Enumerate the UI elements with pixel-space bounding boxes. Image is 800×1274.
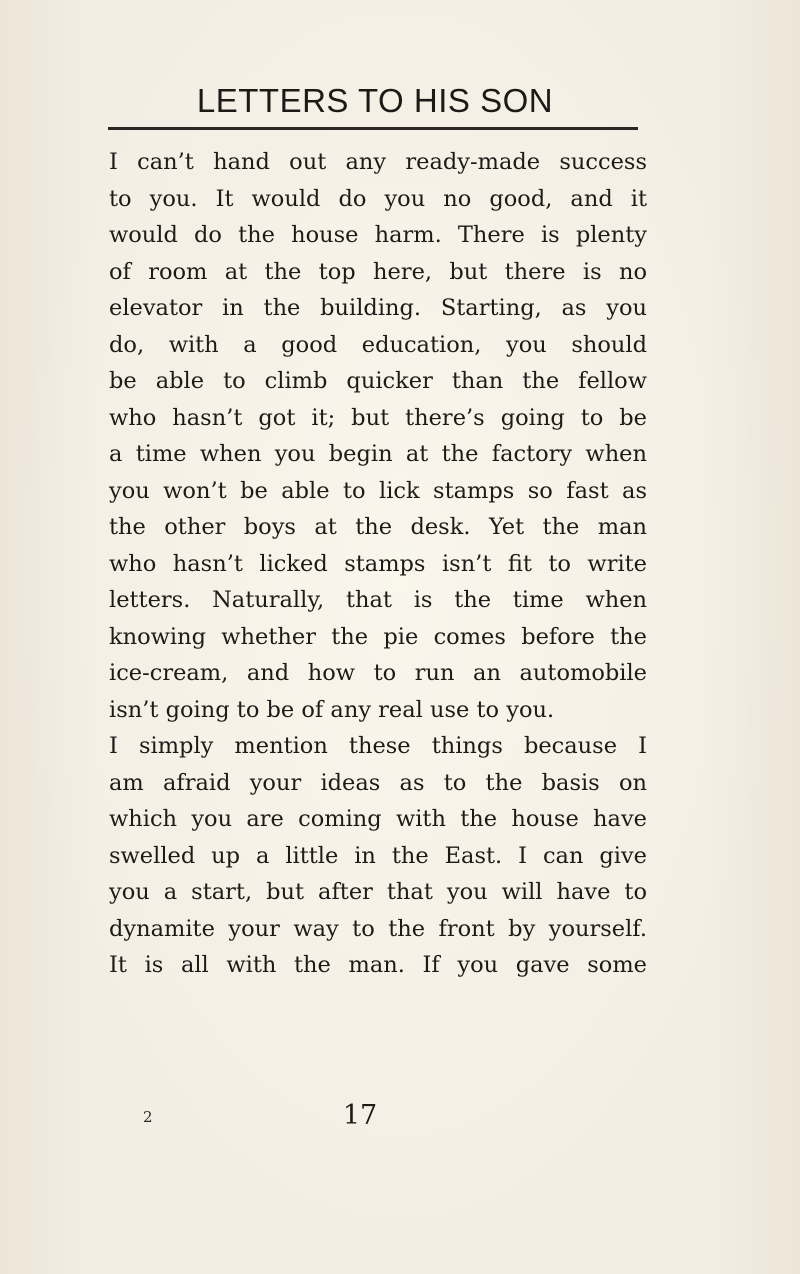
text-line: It is all with the man. If you gave some <box>109 952 647 978</box>
text-line: who hasn’t licked stamps isn’t fit to write <box>109 550 647 577</box>
text-line: would do the house harm. There is plenty <box>109 222 647 248</box>
running-head: LETTERS TO HIS SON <box>196 82 554 119</box>
text-line: knowing whether the pie comes before the <box>109 623 647 650</box>
text-line: ice-cream, and how to run an automobile <box>109 660 647 686</box>
header-rule <box>108 127 638 130</box>
text-line: isn’t going to be of any real use to you. <box>109 696 555 723</box>
text-line: swelled up a little in the East. I can give <box>109 842 647 869</box>
text-line: dynamite your way to the front by yourself. <box>109 915 647 942</box>
text-line: I simply mention these things because I <box>109 733 647 759</box>
text-line: letters. Naturally, that is the time when <box>109 587 647 613</box>
body-text <box>109 144 647 984</box>
signature-mark: 2 <box>143 1108 153 1126</box>
text-line: you won’t be able to lick stamps so fast as <box>109 477 647 504</box>
text-line: I can’t hand out any ready-made success <box>109 149 647 175</box>
text-line: which you are coming with the house have <box>109 806 647 832</box>
text-line: you a start, but after that you will have to <box>109 879 647 905</box>
text-line: be able to climb quicker than the fellow <box>109 368 647 394</box>
text-line: of room at the top here, but there is no <box>109 258 647 285</box>
text-line: am afraid your ideas as to the basis on <box>109 769 647 796</box>
text-line: elevator in the building. Starting, as you <box>109 295 647 321</box>
text-line: who hasn’t got it; but there’s going to be <box>109 404 647 431</box>
text-line: do, with a good education, you should <box>109 331 647 358</box>
text-line: to you. It would do you no good, and it <box>109 185 647 212</box>
text-line: the other boys at the desk. Yet the man <box>109 514 647 540</box>
page-number: 17 <box>342 1100 378 1131</box>
text-line: a time when you begin at the factory when <box>109 441 647 467</box>
